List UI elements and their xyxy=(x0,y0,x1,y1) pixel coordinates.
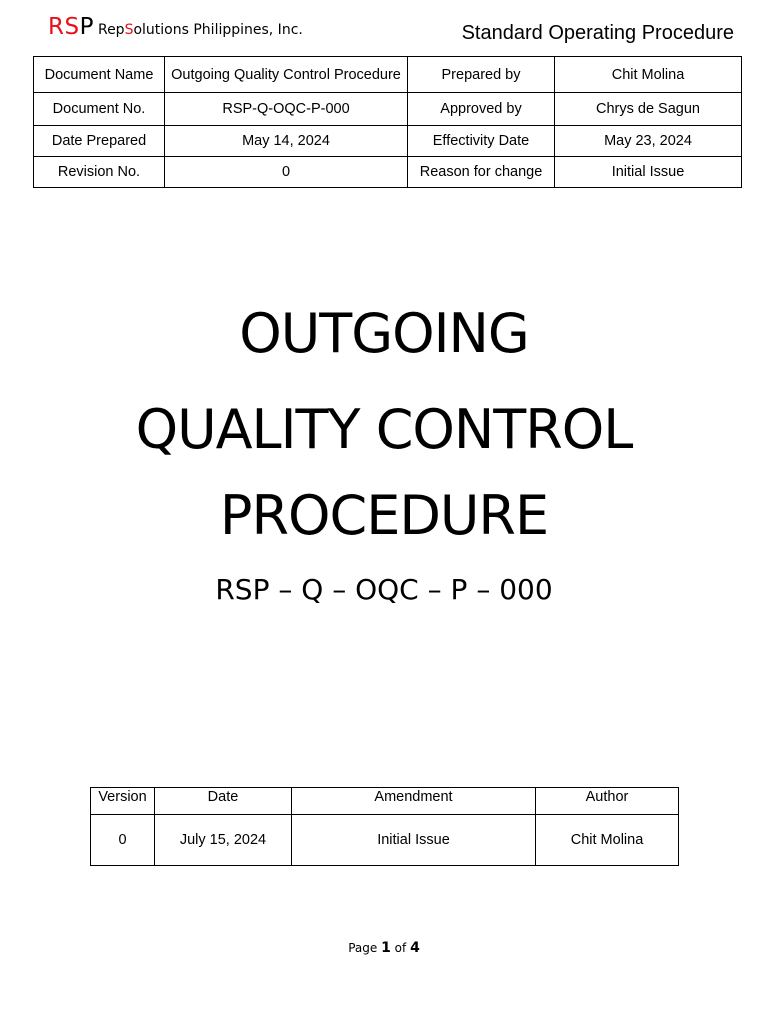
table-row xyxy=(34,93,742,126)
revision-no-label: Revision No. xyxy=(34,157,165,188)
document-title-line-1: OUTGOING xyxy=(239,302,529,365)
effectivity-date-value: May 23, 2024 xyxy=(555,126,742,157)
document-info-table xyxy=(33,56,742,188)
reason-for-change-value: Initial Issue xyxy=(555,157,742,188)
document-no-label: Document No. xyxy=(34,93,165,126)
revision-no-value: 0 xyxy=(165,157,408,188)
column-header-amendment: Amendment xyxy=(292,788,536,815)
amendment-cell: Initial Issue xyxy=(292,815,536,866)
document-title-line-2: QUALITY CONTROL xyxy=(135,398,633,461)
company-logo xyxy=(48,14,303,40)
company-name: RepSolutions Philippines, Inc. xyxy=(97,22,303,38)
approved-by-label: Approved by xyxy=(408,93,555,126)
table-row xyxy=(34,126,742,157)
document-header xyxy=(48,14,734,50)
rsp-logo-mark: RSP xyxy=(48,14,94,40)
effectivity-date-label: Effectivity Date xyxy=(408,126,555,157)
approved-by-value: Chrys de Sagun xyxy=(555,93,742,126)
reason-for-change-label: Reason for change xyxy=(408,157,555,188)
column-header-version: Version xyxy=(91,788,155,815)
table-header-row xyxy=(91,788,679,815)
date-cell: July 15, 2024 xyxy=(155,815,292,866)
table-row xyxy=(34,57,742,93)
document-code: RSP – Q – OQC – P – 000 xyxy=(215,573,553,606)
column-header-date: Date xyxy=(155,788,292,815)
column-header-author: Author xyxy=(536,788,679,815)
prepared-by-label: Prepared by xyxy=(408,57,555,93)
sop-title: Standard Operating Procedure xyxy=(461,22,734,44)
table-row xyxy=(91,815,679,866)
version-cell: 0 xyxy=(91,815,155,866)
date-prepared-value: May 14, 2024 xyxy=(165,126,408,157)
document-no-value: RSP-Q-OQC-P-000 xyxy=(165,93,408,126)
date-prepared-label: Date Prepared xyxy=(34,126,165,157)
prepared-by-value: Chit Molina xyxy=(555,57,742,93)
document-name-value: Outgoing Quality Control Procedure xyxy=(165,57,408,93)
document-name-label: Document Name xyxy=(34,57,165,93)
revision-history-table xyxy=(90,787,679,866)
table-row xyxy=(34,157,742,188)
author-cell: Chit Molina xyxy=(536,815,679,866)
page-number-footer: Page 1 of 4 xyxy=(348,940,420,956)
document-title-line-3: PROCEDURE xyxy=(219,484,549,547)
